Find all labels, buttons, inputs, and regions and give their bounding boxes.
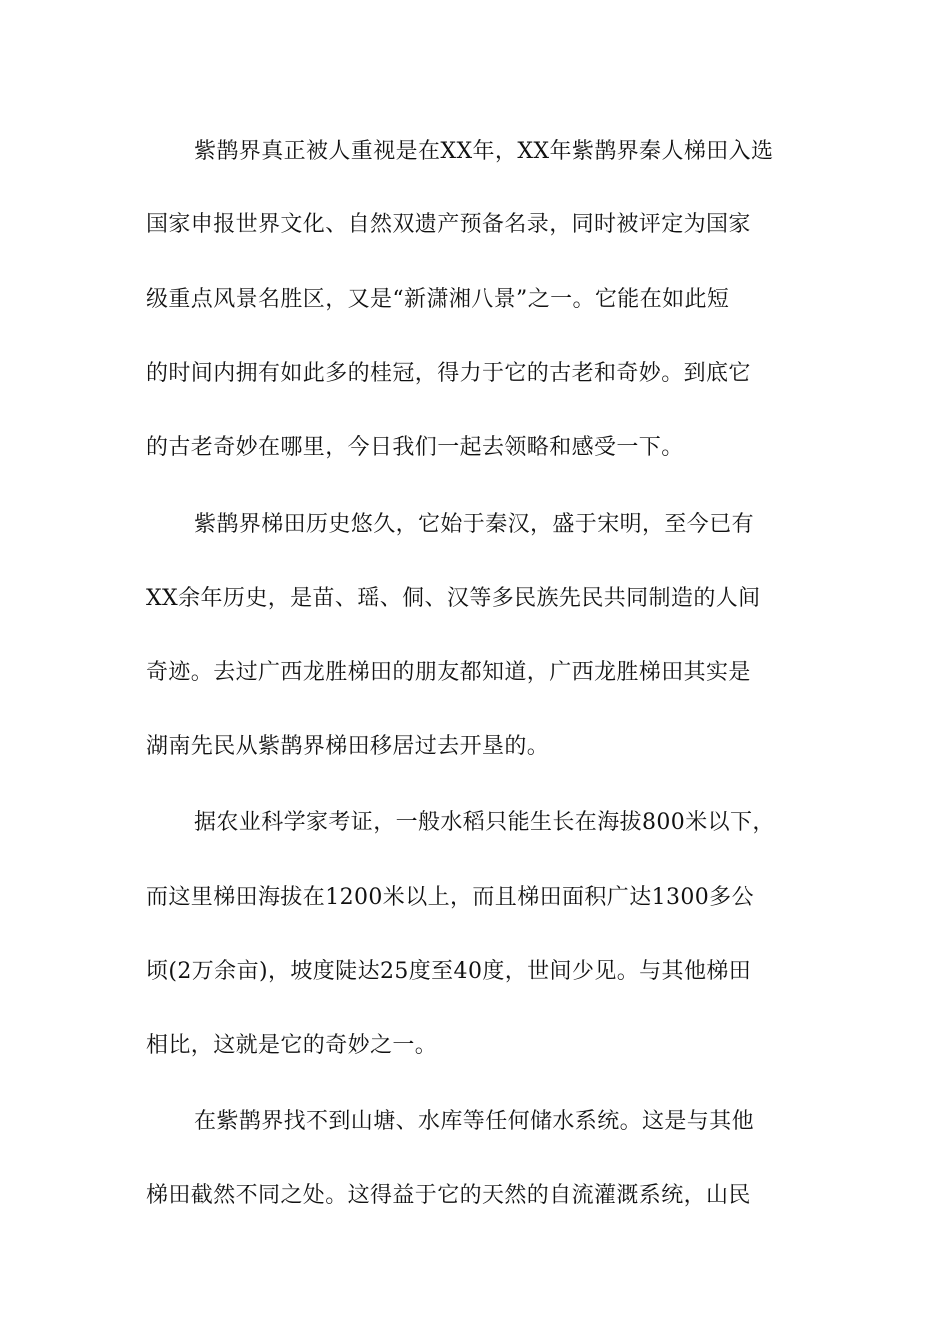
paragraph-3-line-1: 据农业科学家考证，一般水稻只能生长在海拔800米以下， <box>194 810 775 835</box>
paragraph-2-line-3: 奇迹。去过广西龙胜梯田的朋友都知道，广西龙胜梯田其实是 <box>146 660 751 685</box>
paragraph-2-line-4: 湖南先民从紫鹊界梯田移居过去开垦的。 <box>146 734 550 759</box>
paragraph-2-line-1: 紫鹊界梯田历史悠久，它始于秦汉，盛于宋明，至今已有 <box>194 512 755 537</box>
paragraph-3-line-2: 而这里梯田海拔在1200米以上，而且梯田面积广达1300多公 <box>146 885 754 910</box>
paragraph-1-line-2: 国家申报世界文化、自然双遗产预备名录，同时被评定为国家 <box>146 212 751 237</box>
paragraph-3-line-4: 相比，这就是它的奇妙之一。 <box>146 1033 438 1058</box>
paragraph-1-line-5: 的古老奇妙在哪里，今日我们一起去领略和感受一下。 <box>146 435 684 460</box>
paragraph-2-line-2: XX余年历史，是苗、瑶、侗、汉等多民族先民共同制造的人间 <box>146 586 761 611</box>
paragraph-1-line-4: 的时间内拥有如此多的桂冠，得力于它的古老和奇妙。到底它 <box>146 361 751 386</box>
paragraph-4-line-1: 在紫鹊界找不到山塘、水库等任何储水系统。这是与其他 <box>194 1109 755 1134</box>
paragraph-1-line-3: 级重点风景名胜区，又是“新潇湘八景”之一。它能在如此短 <box>146 287 730 312</box>
paragraph-1-line-1: 紫鹊界真正被人重视是在XX年，XX年紫鹊界秦人梯田入选 <box>194 139 774 164</box>
paragraph-3-line-3: 顷(2万余亩)，坡度陡达25度至40度，世间少见。与其他梯田 <box>146 959 752 984</box>
paragraph-4-line-2: 梯田截然不同之处。这得益于它的天然的自流灌溉系统，山民 <box>146 1183 751 1208</box>
